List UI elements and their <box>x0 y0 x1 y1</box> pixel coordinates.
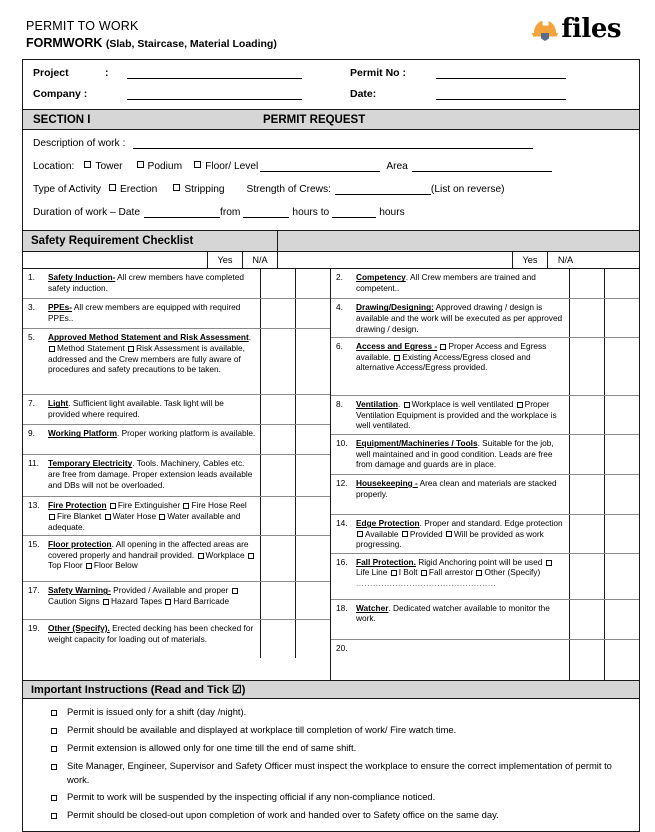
right-desc-header <box>278 252 513 268</box>
checklist-yes-cell[interactable] <box>569 396 604 434</box>
instruction-text: Permit extension is allowed only for one time till the end of same shift. <box>67 742 357 754</box>
checklist-na-cell[interactable] <box>295 395 330 424</box>
checkbox-option-label: Top Floor <box>48 560 85 571</box>
checklist-na-cell[interactable] <box>604 554 639 599</box>
checkbox-option-label: Fire Blanket <box>57 510 104 521</box>
checklist-yes-cell[interactable] <box>569 554 604 599</box>
checklist-na-cell[interactable] <box>604 640 639 680</box>
checkbox-erection-icon[interactable] <box>109 184 116 191</box>
checkbox-option-icon[interactable] <box>517 402 523 408</box>
checkbox-icon[interactable] <box>51 813 57 819</box>
checklist-item-description: Housekeeping - Area clean and materials are stacked properly. <box>356 478 557 499</box>
checklist-item-title: Equipment/Machineries / Tools <box>356 438 478 449</box>
duration-date-input[interactable] <box>144 208 220 218</box>
checkbox-option-icon[interactable] <box>86 563 92 569</box>
checklist-item-number: 12. <box>336 478 348 489</box>
checklist-item-number: 2. <box>336 272 343 283</box>
checklist-item-text <box>331 396 569 434</box>
checklist-item-title: Safety Warning- <box>48 585 111 596</box>
checklist-row <box>331 554 639 600</box>
checklist-item-number: 13. <box>28 500 40 511</box>
checklist-na-cell[interactable] <box>604 269 639 298</box>
checklist-item-number: 19. <box>28 623 40 634</box>
checklist-row <box>23 497 330 536</box>
duration-to-input[interactable] <box>332 208 376 218</box>
checklist-yes-cell[interactable] <box>569 600 604 639</box>
checkbox-option-label: Other (Specify) <box>484 567 541 578</box>
checklist-row <box>331 600 639 640</box>
checklist-na-cell[interactable] <box>604 600 639 639</box>
checklist-item-text <box>331 475 569 514</box>
location-option-podium[interactable] <box>137 161 183 172</box>
duration-label: Duration of work – Date <box>33 207 141 219</box>
checklist-item-title: Temporary Electricity <box>48 458 133 469</box>
checklist-na-cell[interactable] <box>295 329 330 394</box>
checklist-item-text <box>331 600 569 639</box>
permit-request-body <box>23 130 639 231</box>
area-input[interactable] <box>412 162 552 172</box>
checklist-na-cell[interactable] <box>295 269 330 298</box>
checklist-row <box>23 269 330 299</box>
checklist-item-title: Fall Protection. <box>356 556 416 567</box>
checklist-item-number: 6. <box>336 341 343 352</box>
description-input[interactable] <box>133 139 533 149</box>
checklist-item-text <box>23 329 260 394</box>
checklist-title-band <box>23 231 639 252</box>
checklist-item-text <box>23 425 260 454</box>
checkbox-option-icon[interactable] <box>446 531 452 537</box>
checklist-row <box>23 620 330 658</box>
instruction-text: Permit is issued only for a shift (day /night). <box>67 705 247 717</box>
instruction-item <box>33 759 629 786</box>
checkbox-option-icon[interactable] <box>391 570 397 576</box>
checkbox-option-label: Risk Assessment is available, addressed and the Crew members are fully aware of procedures and safety precautions to be taken. <box>48 342 245 375</box>
left-na-header: N/A <box>243 252 278 268</box>
checklist-item-text <box>331 269 569 298</box>
checkbox-option-label: Life Line <box>356 567 390 578</box>
checklist-item-description <box>48 500 256 532</box>
checklist-row <box>331 475 639 515</box>
checkbox-option-label: Existing Access/Egress closed and alternative Access/Egress provided. <box>356 351 531 373</box>
duration-hours-label: hours <box>379 207 405 219</box>
checkbox-option-icon[interactable] <box>110 503 116 509</box>
checklist-item-description: Light. Sufficient light available. Task light will be provided where required. <box>48 398 224 419</box>
right-yes-header: Yes <box>513 252 548 268</box>
checkbox-option-label: Available <box>365 528 401 539</box>
checklist-item-number: 17. <box>28 585 40 596</box>
checkbox-option-label: Floor Below <box>93 560 138 571</box>
checklist-yes-cell[interactable] <box>260 425 295 454</box>
checklist-item-number: 20. <box>336 642 348 653</box>
checklist-yes-cell[interactable] <box>260 582 295 619</box>
company-label: Company : <box>33 88 88 101</box>
checklist-item-number: 7. <box>28 398 35 409</box>
checklist-na-cell[interactable] <box>295 582 330 619</box>
instruction-text: Permit to work will be suspended by the inspecting official if any non-compliance noticed. <box>67 790 436 802</box>
checkbox-option-label: Water available and adequate. <box>48 510 241 532</box>
checkbox-option-icon[interactable] <box>105 514 111 520</box>
checklist-body <box>23 269 639 679</box>
checklist-item-description: PPEs- All crew members are equipped with required PPEs.. <box>48 302 241 323</box>
form-scope-label: (Slab, Staircase, Material Loading) <box>105 37 277 50</box>
checklist-item-description: Watcher. Dedicated watcher available to monitor the work. <box>356 602 550 624</box>
section-one-label: SECTION I <box>33 113 91 126</box>
location-option-tower-label: Tower <box>95 161 123 173</box>
checkbox-option-icon[interactable] <box>159 514 165 520</box>
activity-label: Type of Activity <box>33 184 101 196</box>
checkbox-option-label: I Bolt <box>398 567 420 578</box>
checklist-item-number: 1. <box>28 272 35 283</box>
location-option-floor[interactable] <box>194 161 258 172</box>
checkbox-option-label: Provided <box>409 528 445 539</box>
checklist-item-description: Ventilation. Workplace is well ventilated Proper Ventilation Equipment is provided and the workplace is well ventilated. <box>356 399 557 431</box>
instruction-checkbox[interactable] <box>33 723 67 738</box>
checkbox-option-label: Will be provided as work progressing. <box>356 528 544 550</box>
checklist-item-title: Access and Egress - <box>356 341 438 352</box>
right-na-header: N/A <box>557 255 574 266</box>
instruction-checkbox[interactable] <box>33 790 67 805</box>
checkbox-option-label: Proper Access and Egress available. <box>356 341 547 362</box>
checklist-yes-cell[interactable] <box>260 497 295 535</box>
checklist-item-description: Safety Warning- Provided / Available and proper Caution Signs Hazard Tapes Hard Barricade <box>48 585 256 616</box>
checklist-item-description: Drawing/Designing: Approved drawing / design is available and the work will be executed as per approved drawing / design. <box>356 302 563 334</box>
checklist-yes-cell[interactable] <box>569 640 604 680</box>
duration-row <box>33 207 629 218</box>
checklist-item-number: 3. <box>28 302 35 313</box>
brand-logo <box>530 16 633 42</box>
instruction-item <box>33 705 629 720</box>
checklist-yes-cell[interactable] <box>260 455 295 496</box>
checklist-item-text <box>23 497 260 535</box>
instruction-item <box>33 741 629 756</box>
checklist-item-text <box>23 269 260 298</box>
checkbox-icon[interactable] <box>51 746 57 752</box>
checkbox-icon[interactable] <box>51 795 57 801</box>
checkbox-podium-icon[interactable] <box>137 161 144 168</box>
duration-from-input[interactable] <box>243 208 289 218</box>
project-colon: : <box>105 67 109 80</box>
checklist-na-cell[interactable] <box>295 497 330 535</box>
checklist-na-cell[interactable] <box>604 475 639 514</box>
checklist-na-cell[interactable] <box>295 620 330 658</box>
checkbox-option-label: Fire Hose Reel <box>191 500 247 511</box>
checklist-item-title: PPEs- <box>48 302 72 313</box>
checkbox-option-label: Caution Signs <box>48 595 102 606</box>
checklist-item-text <box>331 435 569 474</box>
checklist-item-number: 9. <box>28 428 35 439</box>
checklist-item-title: Approved Method Statement and Risk Assessment <box>48 332 249 343</box>
header-fields <box>23 60 639 110</box>
checklist-na-cell[interactable] <box>604 299 639 337</box>
checklist-item-title: Ventilation <box>356 399 398 410</box>
checkbox-option-icon[interactable] <box>128 346 134 352</box>
duration-to-label: hours to <box>292 207 330 219</box>
checklist-item-text <box>331 554 569 599</box>
checklist-item-title: Working Platform <box>48 428 117 439</box>
checklist-row <box>23 455 330 497</box>
checkbox-option-icon[interactable] <box>404 402 410 408</box>
checklist-item-number: 5. <box>28 332 35 343</box>
title-block <box>26 16 277 51</box>
checklist-na-cell[interactable] <box>604 396 639 434</box>
checklist-item-description: Temporary Electricity. Tools. Machinery, Cables etc. are free from damage. Proper extension leads available and DBs will not be overloaded. <box>48 458 253 490</box>
checkbox-option-icon[interactable] <box>165 599 171 605</box>
instructions-title-band <box>23 680 639 699</box>
checkbox-option-icon[interactable] <box>421 570 427 576</box>
checklist-item-description: Working Platform. Proper working platform is available. <box>48 428 256 439</box>
duration-from-label: from <box>220 207 241 219</box>
checklist-item-description: Approved Method Statement and Risk Assessment. Method Statement Risk Assessment is available, addressed and the Crew members are fully aware of procedures and safety precautions to be taken. <box>48 332 252 375</box>
checklist-item-text <box>23 536 260 581</box>
checkbox-icon[interactable] <box>51 764 57 770</box>
checklist-na-cell[interactable] <box>295 425 330 454</box>
checkbox-option-icon[interactable] <box>103 599 109 605</box>
checklist-yes-cell[interactable] <box>569 515 604 553</box>
project-input[interactable] <box>127 68 302 79</box>
checkbox-stripping-icon[interactable] <box>173 184 180 191</box>
checklist-item-title: Floor protection <box>48 539 112 550</box>
instruction-checkbox[interactable] <box>33 741 67 756</box>
checklist-item-text <box>331 299 569 337</box>
checklist-item-title: Light <box>48 398 69 409</box>
checkbox-option-label: Hard Barricade <box>173 595 230 606</box>
checklist-item-number: 8. <box>336 399 343 410</box>
checklist-item-text <box>23 395 260 424</box>
checkbox-option-label: Water Hose <box>112 510 159 521</box>
checklist-yes-cell[interactable] <box>260 329 295 394</box>
checkbox-option-icon[interactable] <box>49 346 55 352</box>
company-date-row <box>33 88 629 100</box>
company-input[interactable] <box>127 89 302 100</box>
checklist-row <box>23 425 330 455</box>
checklist-row <box>331 396 639 435</box>
checklist-yes-cell[interactable] <box>260 620 295 658</box>
checklist-row <box>23 582 330 620</box>
checklist-row <box>331 515 639 554</box>
instruction-checkbox[interactable] <box>33 705 67 720</box>
date-input[interactable] <box>436 89 566 100</box>
checklist-item-description: Equipment/Machineries / Tools. Suitable for the job, well maintained and in good condition. Leads are free from damage and guards are in place. <box>356 438 554 470</box>
hard-hat-icon <box>530 16 560 42</box>
checklist-yes-cell[interactable] <box>260 299 295 328</box>
checklist-item-title: Edge Protection <box>356 518 420 529</box>
checklist-item-title: Other (Specify). <box>48 623 110 634</box>
checklist-yes-cell[interactable] <box>260 536 295 581</box>
permit-no-input[interactable] <box>436 68 566 79</box>
masthead <box>22 14 639 59</box>
checklist-item-number: 10. <box>336 438 348 449</box>
project-label: Project <box>33 67 69 80</box>
description-row <box>33 138 629 149</box>
instruction-item <box>33 790 629 805</box>
checklist-row <box>331 269 639 299</box>
instruction-text: Permit should be available and displayed at workplace till completion of work/ Fire watch time. <box>67 723 457 735</box>
checklist-na-cell[interactable] <box>295 299 330 328</box>
checklist-row <box>23 329 330 395</box>
checklist-item-number: 4. <box>336 302 343 313</box>
checkbox-option-label: Method Statement <box>57 342 128 353</box>
checklist-item-title: Drawing/Designing: <box>356 302 434 313</box>
checklist-item-description: Floor protection. All opening in the affected areas are covered properly and handrail provided. Workplace Top Floor Floor Below <box>48 539 256 578</box>
checklist-item-title: Safety Induction- <box>48 272 116 283</box>
checkbox-option-icon[interactable] <box>183 503 189 509</box>
checklist-yes-cell[interactable] <box>569 269 604 298</box>
checkbox-icon[interactable] <box>51 728 57 734</box>
location-option-tower[interactable] <box>84 161 122 172</box>
checklist-yes-cell[interactable] <box>569 338 604 395</box>
checklist-row <box>331 338 639 396</box>
checklist-item-text <box>23 620 260 658</box>
checklist-item-text <box>331 338 569 395</box>
checklist-item-text <box>331 515 569 553</box>
checklist-yes-cell[interactable] <box>260 395 295 424</box>
checklist-item-text <box>23 455 260 496</box>
checklist-left-column <box>23 269 331 679</box>
checklist-na-cell[interactable] <box>604 435 639 474</box>
checklist-row <box>331 435 639 475</box>
location-row <box>33 161 629 172</box>
checklist-item-description: Safety Induction- All crew members have completed safety induction. <box>48 272 244 293</box>
checklist-item-title: Fire Protection <box>48 500 107 511</box>
checklist-item-title: Competency <box>356 272 406 283</box>
crews-label: Strength of Crews: <box>246 184 331 196</box>
activity-option-stripping-label: Stripping <box>184 184 225 196</box>
activity-option-erection-label: Erection <box>119 184 158 196</box>
instructions-title: Important Instructions (Read and Tick ☑) <box>31 683 246 696</box>
checklist-item-number: 11. <box>28 458 39 469</box>
checkbox-option-label: Fall arrestor <box>428 567 476 578</box>
checkbox-tower-icon[interactable] <box>84 161 91 168</box>
checkbox-option-label: Proper Ventilation Equipment is provided and the workplace is well ventilated. <box>356 399 557 431</box>
checkbox-option-label: Hazard Tapes <box>110 595 165 606</box>
checklist-yes-cell[interactable] <box>569 299 604 337</box>
checklist-row <box>23 299 330 329</box>
checklist-na-cell[interactable] <box>295 455 330 496</box>
checkbox-option-icon[interactable] <box>232 588 238 594</box>
instruction-item <box>33 808 629 823</box>
checklist-item-description: Other (Specify). Erected decking has been checked for weight capacity for loading out of materials. <box>48 623 254 644</box>
checklist-item-description: Competency. All Crew members are trained and competent.. <box>356 272 536 293</box>
brand-name: files <box>561 14 621 44</box>
crews-note: (List on reverse) <box>430 184 505 196</box>
checklist-row <box>23 395 330 425</box>
checklist-item-text <box>23 582 260 619</box>
checkbox-icon[interactable] <box>51 710 57 716</box>
checklist-item-number: 14. <box>336 518 348 529</box>
floor-level-input[interactable] <box>260 162 380 172</box>
activity-row <box>33 184 629 195</box>
form-frame <box>22 59 640 831</box>
section-one-band <box>23 110 639 130</box>
checkbox-option-icon[interactable] <box>248 553 254 559</box>
instruction-checkbox[interactable] <box>33 808 67 823</box>
checkbox-floor-level-icon[interactable] <box>194 161 201 168</box>
checklist-item-text <box>23 299 260 328</box>
checklist-yes-cell[interactable] <box>260 269 295 298</box>
checklist-item-number: 15. <box>28 539 40 550</box>
specify-dotted-line[interactable]: .................................................. <box>356 578 497 589</box>
checkbox-option-label: Fire Extinguisher <box>117 500 183 511</box>
checklist-row <box>331 640 639 680</box>
instruction-checkbox[interactable] <box>33 759 67 786</box>
checklist-row <box>331 299 639 338</box>
location-label: Location: <box>33 161 75 173</box>
checkbox-option-icon[interactable] <box>49 514 55 520</box>
checklist-item-description: Edge Protection. Proper and standard. Edge protection Available Provided Will be provided as work progressing. <box>356 518 563 550</box>
checklist-na-cell[interactable] <box>604 515 639 553</box>
checklist-item-title: Housekeeping - <box>356 478 418 489</box>
instruction-text: Permit should be closed-out upon completion of work and handed over to Safety office on the same day. <box>67 809 499 821</box>
area-label: Area <box>386 161 408 173</box>
checklist-na-cell[interactable] <box>295 536 330 581</box>
checkbox-option-icon[interactable] <box>357 531 363 537</box>
form-type-label: FORMWORK <box>26 35 103 50</box>
instructions-list <box>23 699 639 831</box>
crews-input[interactable] <box>335 185 431 195</box>
instruction-text: Site Manager, Engineer, Supervisor and Safety Officer must inspect the workplace to ensure the correct implementation of permit to work. <box>67 760 612 785</box>
left-yes-header: Yes <box>208 252 243 268</box>
permit-request-label: PERMIT REQUEST <box>263 113 366 126</box>
description-label: Description of work : <box>33 138 126 150</box>
checklist-na-cell[interactable] <box>604 338 639 395</box>
checklist-yes-cell[interactable] <box>569 475 604 514</box>
activity-option-erection[interactable] <box>109 184 157 195</box>
page-title: PERMIT TO WORK <box>26 19 139 33</box>
checklist-row <box>23 536 330 582</box>
checkbox-option-icon[interactable] <box>394 355 400 361</box>
instruction-item <box>33 723 629 738</box>
checkbox-option-icon[interactable] <box>198 553 204 559</box>
checkbox-option-icon[interactable] <box>476 570 482 576</box>
location-option-floor-label: Floor/ Level <box>205 161 259 173</box>
project-permit-row <box>33 67 629 79</box>
checklist-column-headers <box>23 252 639 269</box>
checklist-item-number: 16. <box>336 556 348 567</box>
checkbox-option-label: Workplace is well ventilated <box>411 399 516 410</box>
activity-option-stripping[interactable] <box>173 184 224 195</box>
checkbox-option-icon[interactable] <box>440 344 446 350</box>
checklist-item-title: Watcher <box>356 602 389 613</box>
page-subtitle <box>26 35 277 52</box>
checklist-item-description: Fall Protection. Rigid Anchoring point will be used Life Line I Bolt Fall arrestor Other (Specify) .................................................. <box>356 557 565 596</box>
checklist-item-description <box>356 341 565 392</box>
checklist-item-text <box>331 640 569 680</box>
checkbox-option-label: Workplace <box>205 549 247 560</box>
checklist-item-number: 18. <box>336 602 348 613</box>
checkbox-option-icon[interactable] <box>546 560 552 566</box>
left-desc-header <box>23 252 208 268</box>
checklist-title: Safety Requirement Checklist <box>23 231 278 251</box>
checklist-right-column <box>331 269 639 679</box>
location-option-podium-label: Podium <box>147 161 183 173</box>
checkbox-option-icon[interactable] <box>402 531 408 537</box>
checklist-yes-cell[interactable] <box>569 435 604 474</box>
date-label: Date: <box>350 88 377 101</box>
permit-no-label: Permit No : <box>350 67 407 80</box>
